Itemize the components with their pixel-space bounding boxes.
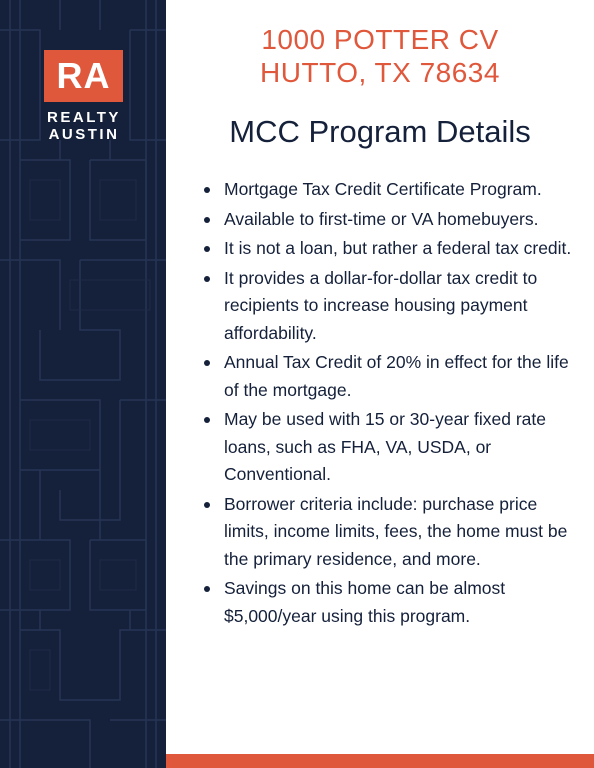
brand-logo: RA [44,50,123,102]
address-street: 1000 POTTER CV [261,24,499,55]
bullet-icon [204,217,210,223]
bullet-icon [204,246,210,252]
list-item-text: Borrower criteria include: purchase price limits, income limits, fees, the home must be the primary residence, and more. [224,493,568,569]
list-item-text: Available to first-time or VA homebuyers. [224,208,539,229]
list-item-text: Annual Tax Credit of 20% in effect for the life of the mortgage. [224,352,569,400]
brand-name-line1: REALTY [47,109,121,126]
address-city: HUTTO, TX 78634 [260,57,500,88]
bullet-icon [204,276,210,282]
list-item [204,575,576,630]
bullet-icon [204,586,210,592]
program-details-list [204,176,576,632]
bullet-icon [204,360,210,366]
list-item-text: It is not a loan, but rather a federal tax credit. [224,238,572,258]
list-item [204,265,576,348]
list-item [204,176,576,204]
list-item [204,491,576,574]
list-item-text: Mortgage Tax Credit Certificate Program. [224,179,542,199]
sidebar-panel [0,0,166,768]
list-item-text: It provides a dollar-for-dollar tax credit to recipients to increase housing payment affordability. [224,267,538,343]
list-item [204,349,576,404]
bullet-icon [204,417,210,423]
page-title: MCC Program Details [229,114,531,149]
bullet-icon [204,502,210,508]
brand-name-line2: AUSTIN [48,126,120,143]
bullet-icon [204,187,210,193]
bottom-accent-bar [166,754,594,768]
list-item-text: Savings on this home can be almost $5,000/year using this program. [224,578,506,626]
list-item [204,206,576,234]
list-item-text: May be used with 15 or 30-year fixed rate loans, such as FHA, VA, USDA, or Conventional. [224,409,546,484]
list-item [204,235,576,263]
list-item [204,406,576,489]
